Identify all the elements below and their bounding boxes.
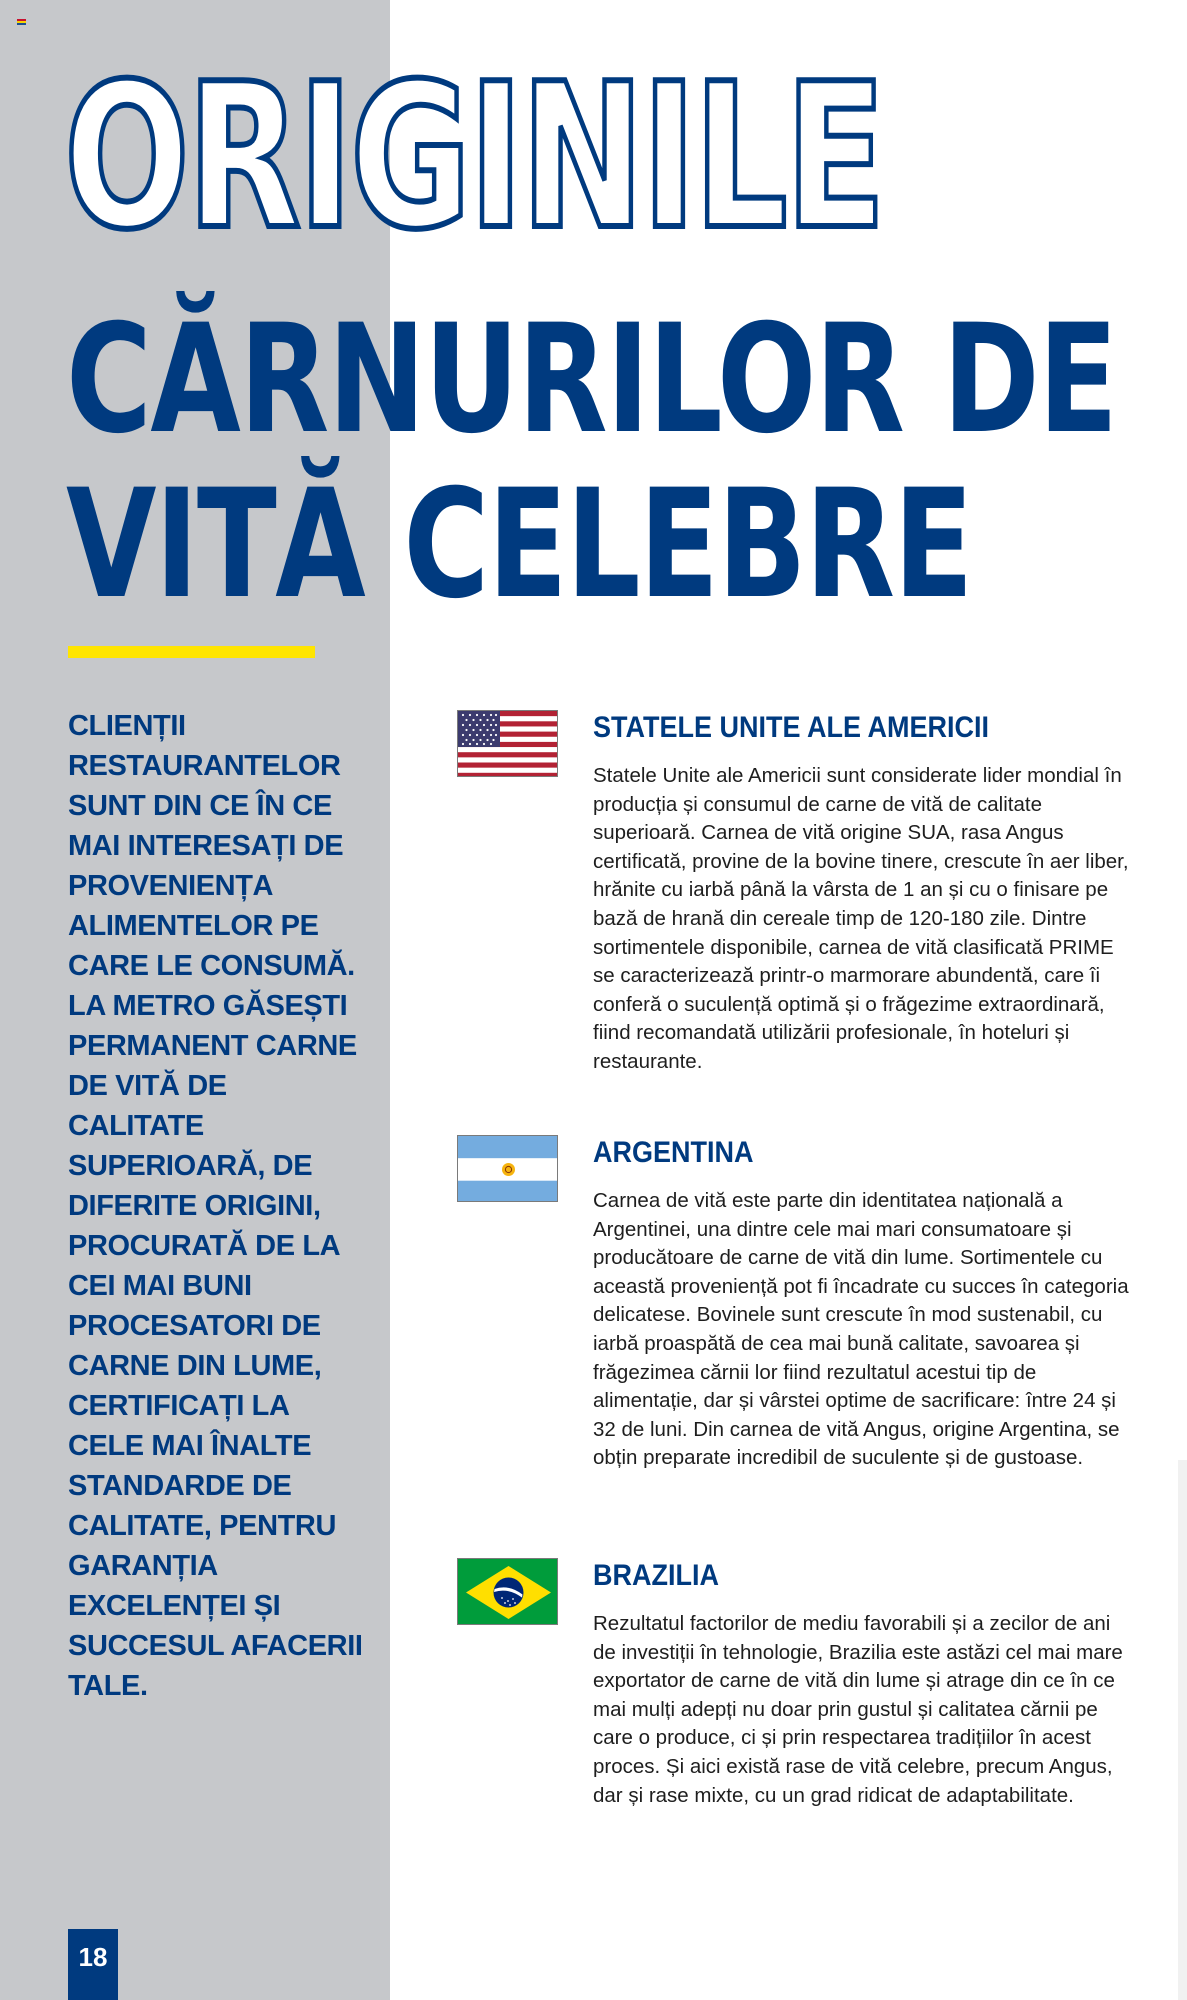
intro-text: CLIENȚII RESTAURANTELOR SUNT DIN CE ÎN CE MAI INTERESAȚI DE PROVENIENȚA ALIMENTELOR PE CARE LE CONSUMĂ. LA METRO GĂSEȘTI PERMANENT CARNE DE VITĂ DE CALITATE SUPERIOARĂ, DE DIFERITE ORIGINI, PROCURATĂ DE LA CEI MAI BUNI PROCESATORI DE CARNE DIN LUME, CERTIFICAȚI LA CELE MAI ÎNALTE STANDARDE DE CALITATE, PENTRU GARANȚIA EXCELENȚEI ȘI SUCCESUL AFACERII TALE.: [68, 710, 363, 1702]
argentina-flag-icon: [457, 1135, 558, 1202]
section-title: ARGENTINA: [593, 1136, 754, 1169]
section-text: Statele Unite ale Americii sunt considerate lider mondial în producția și consumul de carne de vită de calitate superioară. Carnea de vită origine SUA, rasa Angus certificată, provine de la bovine tinere, crescute în aer liber, hrănite cu iarbă până la vârsta de 1 an și cu o finisare pe bază de hrană din cereale timp de 120-180 zile. Dintre sortimentele disponibile, carnea de vită clasificată PRIME se caracterizează printr-o marmorare abundentă, care îi conferă o suculență optimă și o frăgezime extraordinară, fiind recomandată utilizării profesionale, în hoteluri și restaurante.: [593, 764, 1129, 1073]
section-title: STATELE UNITE ALE AMERICII: [593, 711, 989, 744]
page-edge: [1178, 1460, 1187, 2000]
brazil-flag-icon: [457, 1558, 558, 1625]
title-outline: ORIGINILE: [64, 41, 884, 274]
page-number: 18: [68, 1929, 118, 2000]
section-text: Rezultatul factorilor de mediu favorabili și a zecilor de ani de investiții în tehnologie, Brazilia este astăzi cel mai mare exportator de carne de vită din lume și atrage din ce în ce mai mulți adepți nu doar prin gustul și calitatea cărnii pe care o produce, ci și prin respectarea tradițiilor în acest proces. Și aici există rase de vită celebre, precum Angus, dar și rase mixte, cu un grad ridicat de adaptabilitate.: [593, 1612, 1123, 1807]
title-line-2: VITĂ CELEBRE: [66, 458, 972, 632]
section-title: BRAZILIA: [593, 1559, 719, 1592]
tiny-flag-mark: [17, 19, 26, 25]
title-line-1: CĂRNURILOR DE: [66, 293, 1117, 467]
section-text: Carnea de vită este parte din identitatea națională a Argentinei, una dintre cele mai mari consumatoare și producătoare de carne de vită din lume. Sortimentele cu această proveniență pot fi încadrate cu succes în categoria delicatese. Bovinele sunt crescute în mod sustenabil, cu iarbă proaspătă de cea mai bună calitate, savoarea și frăgezimea cărnii lor fiind rezultatul acestui tip de alimentație, dar și vârstei optime de sacrificare: între 24 și 32 de luni. Din carnea de vită Angus, origine Argentina, se obțin preparate incredibil de suculente și de gustoase.: [593, 1189, 1129, 1470]
yellow-divider: [68, 646, 315, 658]
usa-flag-icon: [457, 710, 558, 777]
